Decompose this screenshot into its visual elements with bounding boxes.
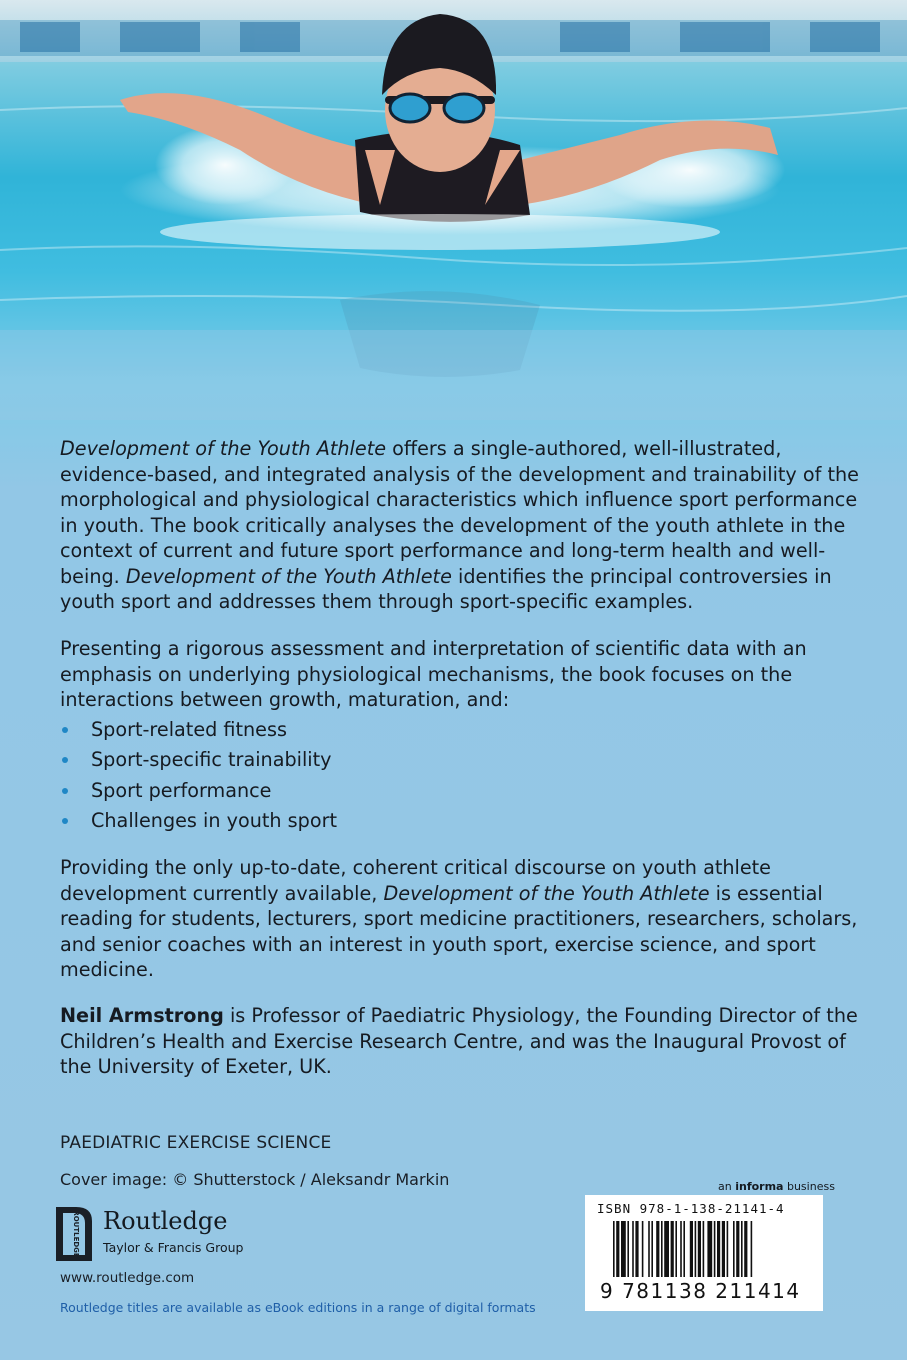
tagline-text: an xyxy=(718,1180,736,1193)
barcode-bar xyxy=(690,1221,693,1277)
barcode-bar xyxy=(642,1221,644,1277)
ean-digits: 9 781138 211414 xyxy=(600,1279,801,1303)
barcode-bar xyxy=(741,1221,743,1277)
barcode-bar xyxy=(635,1221,638,1277)
routledge-mark-icon xyxy=(54,1205,94,1263)
informa-business-tagline xyxy=(718,1180,835,1193)
barcode-bar xyxy=(651,1221,653,1277)
book-title-reference: Development of the Youth Athlete xyxy=(125,564,452,588)
isbn-barcode xyxy=(585,1195,823,1311)
barcode-bar xyxy=(621,1221,626,1277)
author-bio xyxy=(60,1003,860,1080)
barcode-bar xyxy=(680,1221,682,1277)
barcode-bar xyxy=(664,1221,669,1277)
list-item: Sport-specific trainability xyxy=(60,745,860,775)
description-paragraph-3 xyxy=(60,855,860,983)
barcode-bar xyxy=(703,1221,705,1277)
description-text: offers a single-authored, well-illustrated, evidence-based, and integrated analysis of the development and trainability of the morphological and physiological characteristics which influence sport performance in youth. The book critically analyses the development of the youth athlete in the context of current and future sport performance and long-term health and well-being. xyxy=(60,437,859,588)
author-name: Neil Armstrong xyxy=(60,1004,224,1027)
barcode-bar xyxy=(707,1221,712,1277)
focus-list xyxy=(60,715,860,836)
barcode-bar xyxy=(656,1221,659,1277)
book-title-reference: Development of the Youth Athlete xyxy=(383,881,710,905)
barcode-bar xyxy=(671,1221,674,1277)
list-item: Sport-related fitness xyxy=(60,715,860,745)
barcode-bar xyxy=(683,1221,685,1277)
routledge-logo xyxy=(46,1205,276,1265)
barcode-bar xyxy=(632,1221,634,1277)
barcode-bar xyxy=(717,1221,720,1277)
barcode-bar xyxy=(736,1221,739,1277)
list-item: Challenges in youth sport xyxy=(60,806,860,836)
description-paragraph-1 xyxy=(60,436,860,615)
barcode-bar xyxy=(751,1221,753,1277)
tagline-text: business xyxy=(783,1180,835,1193)
barcode-bar xyxy=(714,1221,716,1277)
ebook-note: Routledge titles are available as eBook editions in a range of digital formats xyxy=(60,1300,536,1315)
barcode-bar xyxy=(613,1221,615,1277)
informa-brand: informa xyxy=(735,1180,784,1193)
barcode-bar xyxy=(675,1221,677,1277)
barcode-bar xyxy=(744,1221,747,1277)
barcode-bar xyxy=(727,1221,729,1277)
description-paragraph-2: Presenting a rigorous assessment and interpretation of scientific data with an emphasis on underlying physiological mechanisms, the book focuses on the interactions between growth, maturation, and: xyxy=(60,637,807,711)
publisher-group: Taylor & Francis Group xyxy=(103,1240,244,1255)
author-bio-text: is Professor of Paediatric Physiology, the Founding Director of the Children’s Health and Exercise Research Centre, and was the Inaugural Provost of the University of Exeter, UK. xyxy=(60,1004,858,1078)
image-credit: Cover image: © Shutterstock / Aleksandr Markin xyxy=(60,1170,450,1189)
barcode-bar xyxy=(627,1221,629,1277)
series-name: PAEDIATRIC EXERCISE SCIENCE xyxy=(60,1133,332,1153)
list-item: Sport performance xyxy=(60,776,860,806)
book-title-reference: Development of the Youth Athlete xyxy=(60,437,387,460)
mark-text: ROUTLEDGE xyxy=(72,1210,80,1258)
barcode-bar xyxy=(616,1221,619,1277)
barcode-bar xyxy=(698,1221,701,1277)
publisher-website[interactable]: www.routledge.com xyxy=(60,1270,195,1286)
barcode-bar xyxy=(733,1221,735,1277)
barcode-bar xyxy=(695,1221,697,1277)
isbn-label: ISBN 978-1-138-21141-4 xyxy=(597,1201,785,1216)
description-text: Providing the only up-to-date, coherent critical discourse on youth athlete development currently available, xyxy=(60,856,771,905)
barcode-bar xyxy=(722,1221,725,1277)
publisher-name: Routledge xyxy=(103,1207,228,1235)
description-text: identifies the principal controversies in youth sport and addresses them through sport-specific examples. xyxy=(60,564,832,613)
barcode-bar xyxy=(648,1221,650,1277)
barcode-bar xyxy=(661,1221,663,1277)
description-text: is essential reading for students, lecturers, sport medicine practitioners, researchers, scholars, and senior coaches with an interest in youth sport, exercise science, and sport medicine. xyxy=(60,881,858,981)
